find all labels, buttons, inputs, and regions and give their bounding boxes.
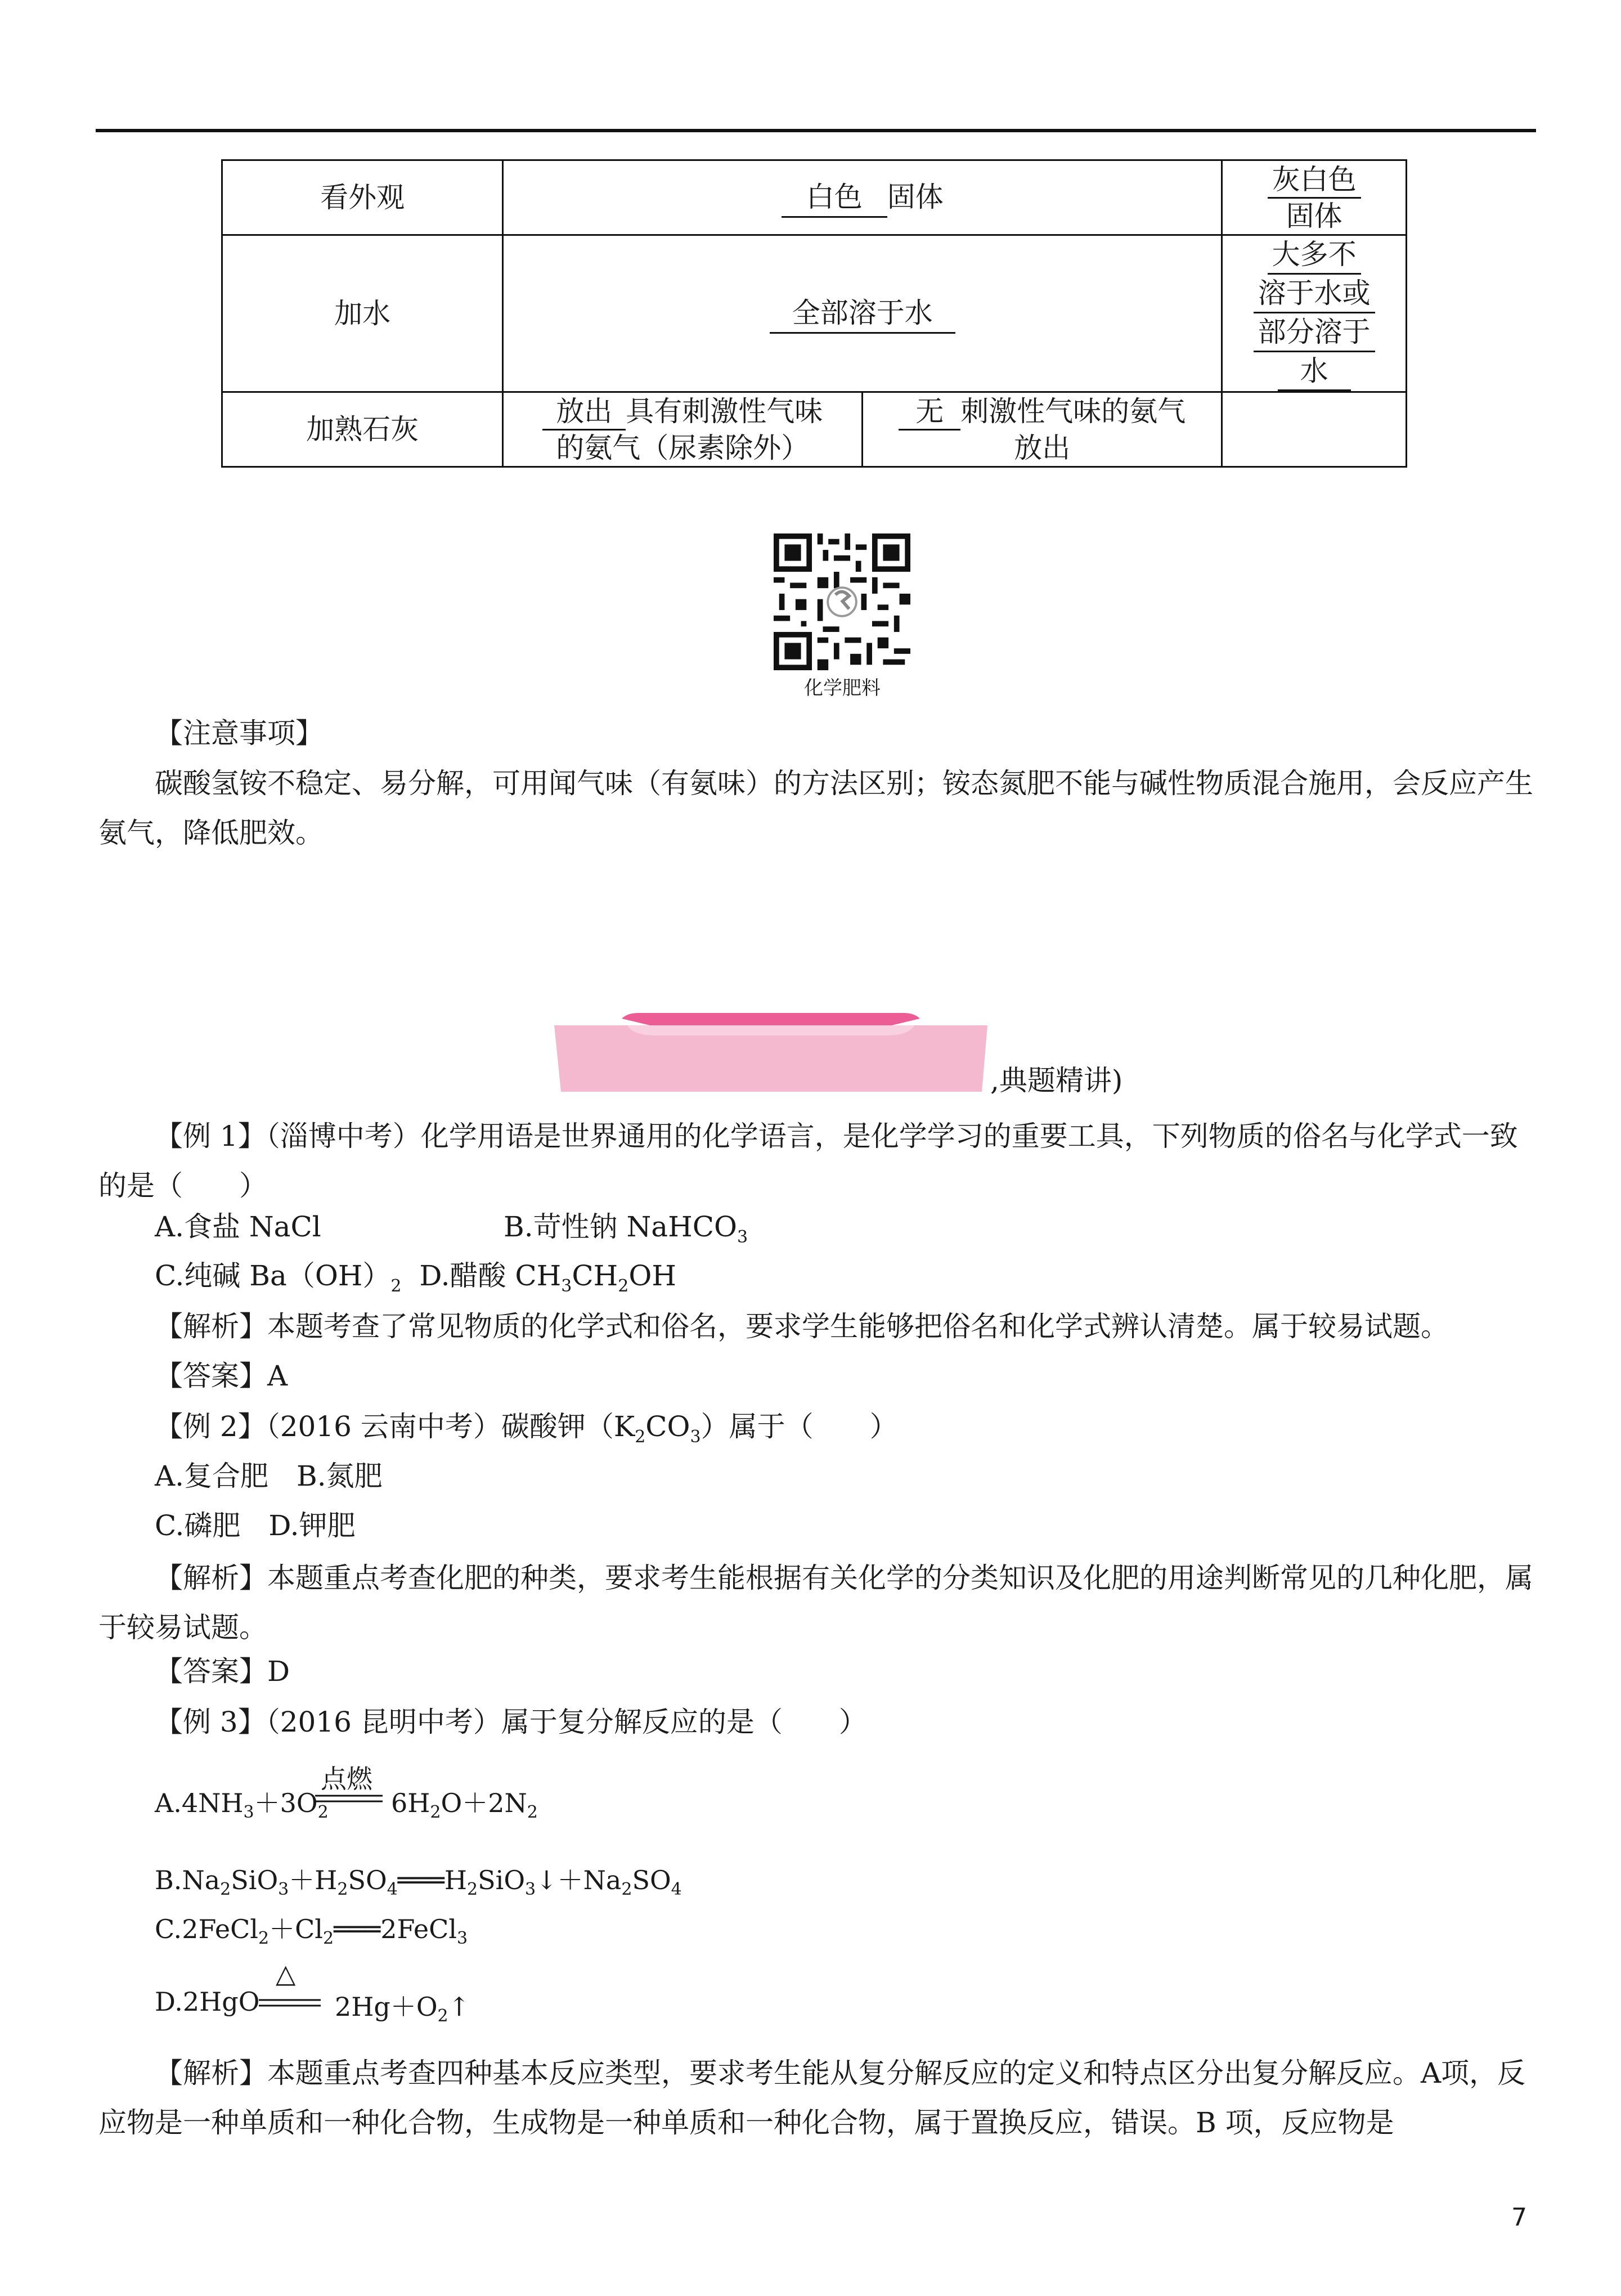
qr-code[interactable] <box>774 533 910 670</box>
equation-c: $C.2FeCl_2+Cl_2═══2FeCl_3$ <box>155 1914 468 1949</box>
row-label: 加水 <box>222 235 503 392</box>
table-row <box>222 235 1407 392</box>
fertilizer-comparison-table <box>221 159 1407 468</box>
example-1-answer: 【答案】A <box>155 1360 288 1392</box>
example-1-question: 【例 1】（淄博中考）化学用语是世界通用的化学语言，是化学学习的重要工具，下列物质的俗名与化学式一致的是（ ） <box>98 1120 1518 1202</box>
equation-a-products: $6H_2O+2N_2$ <box>391 1788 538 1823</box>
table-row <box>222 392 1407 467</box>
example-3-question: 【例 3】（2016 昆明中考）属于复分解反应的是（ ） <box>155 1706 867 1738</box>
example-2-answer: 【答案】D <box>155 1655 290 1688</box>
section-title: ,典题精讲) <box>990 1064 1123 1097</box>
example-2-options-cd: C.磷肥 D.钾肥 <box>155 1509 356 1542</box>
example-3-analysis: 【解析】本题重点考查四种基本反应类型，要求考生能从复分解反应的定义和特点区分出复分解反应。A项，反应物是一种单质和一种化合物，生成物是一种单质和一种化合物，属于置换反应，错误。B 项，反应物是 <box>98 2057 1526 2139</box>
notice-body: 碳酸氢铵不稳定、易分解，可用闻气味（有氨味）的方法区别；铵态氮肥不能与碱性物质混合施用，会反应产生氨气，降低肥效。 <box>98 767 1533 849</box>
equation-a: $A.4NH_3+3O_2$ <box>155 1788 329 1823</box>
example-1-option-b: B.苛性钠 NaHCO$_3$ <box>504 1210 748 1247</box>
cell-lime-b <box>1222 392 1407 467</box>
example-1-analysis: 【解析】本题考查了常见物质的化学式和俗名，要求学生能够把俗名和化学式辨认清楚。属于较易试题。 <box>155 1310 1449 1343</box>
cell-lime-a2: 无 刺激性气味的氨气 放出 <box>863 392 1222 467</box>
row-label: 加熟石灰 <box>222 392 503 467</box>
equation-a-sign <box>315 1792 383 1806</box>
cell-water-a: 全部溶于水 <box>503 235 1222 392</box>
equation-d: D.2HgO <box>155 1986 260 2017</box>
cell-appearance-b: 灰白色 固体 <box>1222 160 1407 235</box>
header-rule <box>96 129 1536 132</box>
cell-lime-a1: 放出 具有刺激性气味 的氨气（尿素除外） <box>503 392 863 467</box>
equation-a-condition: 点燃 <box>321 1764 372 1794</box>
equation-d-condition: △ <box>276 1958 296 1989</box>
equation-b: $B.Na_2SiO_3+H_2SO_4═══H_2SiO_3↓+Na_2SO_4$ <box>155 1865 682 1900</box>
qr-caption: 化学肥料 <box>804 677 881 699</box>
table-row <box>222 160 1407 235</box>
example-1-option-a: A.食盐 NaCl <box>155 1210 321 1243</box>
notice-title: 【注意事项】 <box>155 717 324 750</box>
equation-d-sign <box>259 1997 321 2010</box>
cell-water-b: 大多不 溶于水或 部分溶于 水 <box>1222 235 1407 392</box>
example-1-options-cd: C.纯碱 $Ba(OH)_2$ D.醋酸 $CH_3CH_2OH$ <box>155 1259 676 1296</box>
equation-d-products: $2Hg+O_2↑$ <box>335 1992 470 2026</box>
row-label: 看外观 <box>222 160 503 235</box>
example-2-options-ab: A.复合肥 B.氮肥 <box>155 1460 383 1492</box>
cell-appearance-a: 白色 固体 <box>503 160 1222 235</box>
section-banner <box>554 1013 987 1092</box>
example-2-question: 【例 2】（2016 云南中考）碳酸钾$(K_2CO_3)$属于（ ） <box>155 1410 898 1447</box>
page-number: 7 <box>1511 2203 1527 2232</box>
example-2-analysis: 【解析】本题重点考查化肥的种类，要求考生能根据有关化学的分类知识及化肥的用途判断常见的几种化肥，属于较易试题。 <box>98 1562 1533 1644</box>
